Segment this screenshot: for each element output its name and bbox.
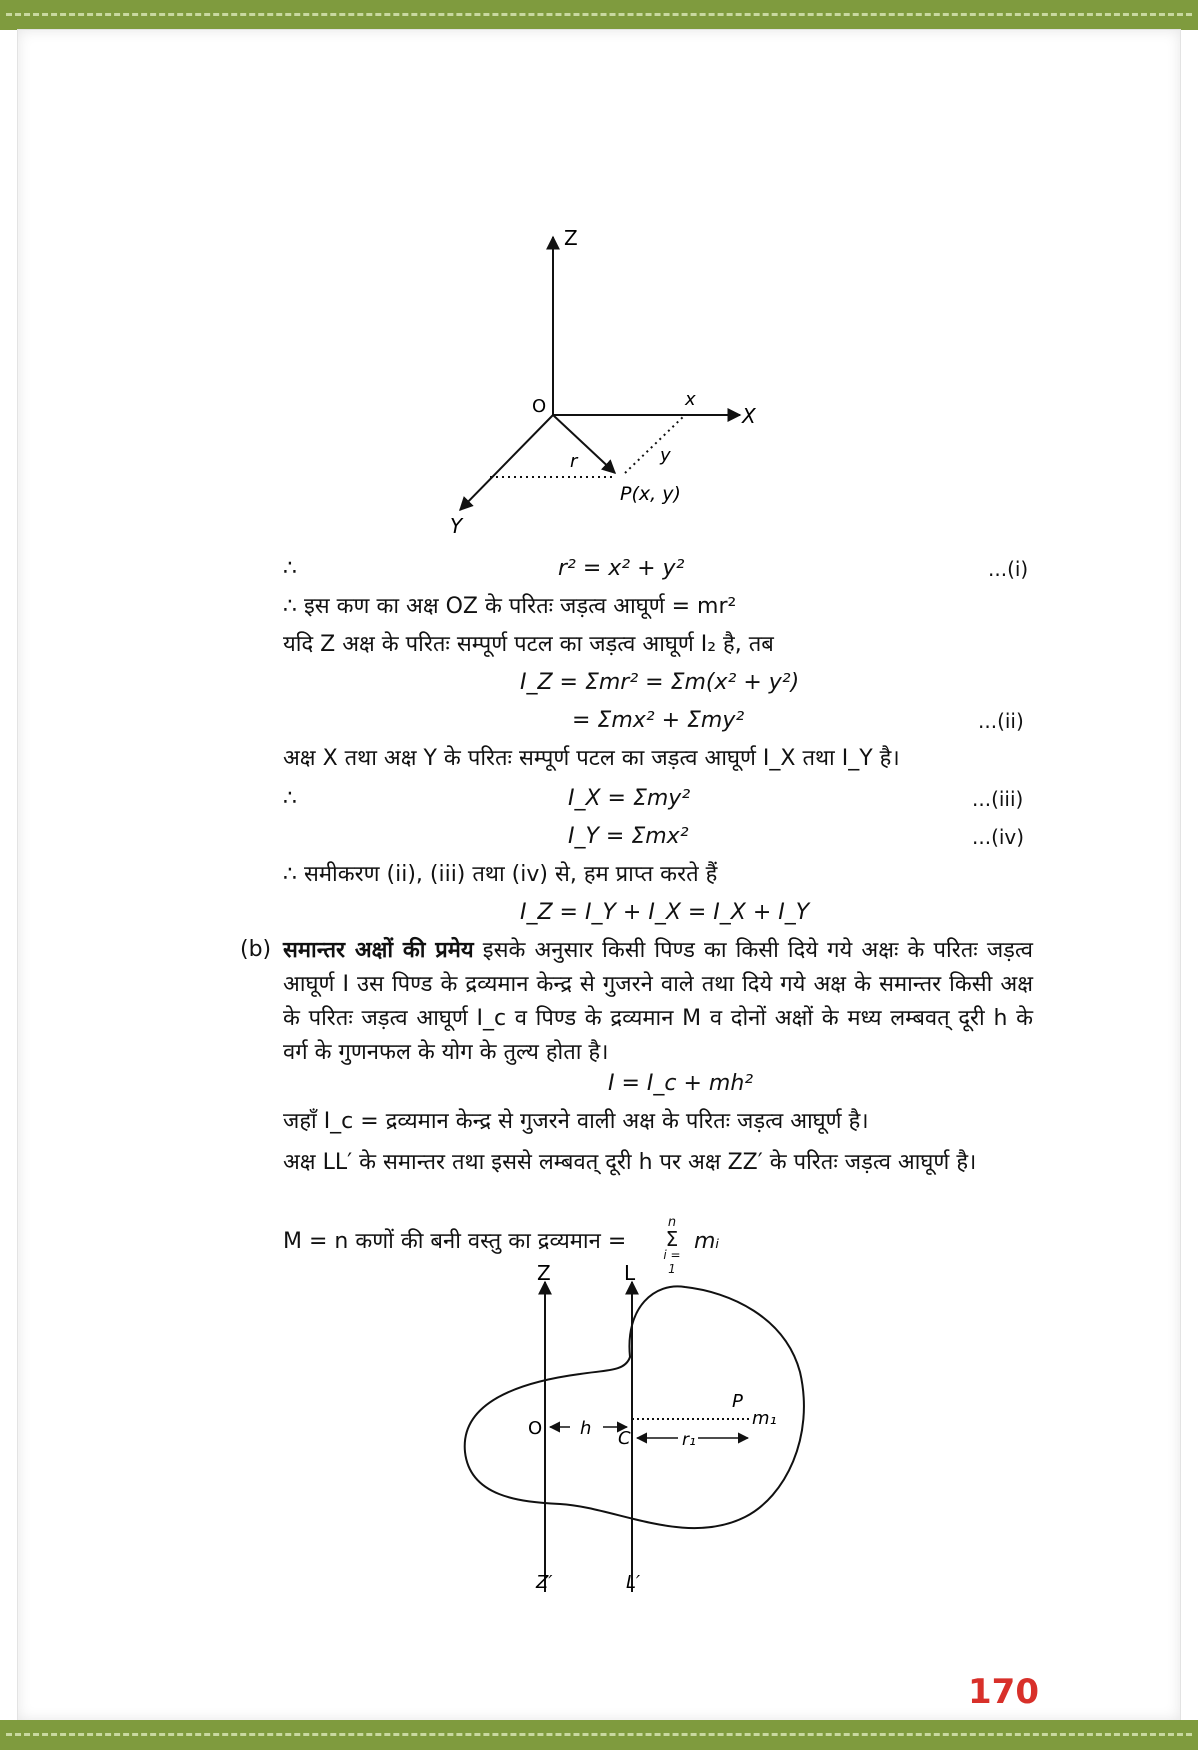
equation-iz-expanded: = Σmx² + Σmy² [572,708,745,733]
text-where: जहाँ I_c = द्रव्यमान केन्द्र से गुजरने वाली अक्ष के परितः जड़त्व आघूर्ण है। [283,1109,869,1134]
label-z-bottom: Z′ [536,1572,553,1593]
therefore-2: ∴ [283,786,297,811]
label-comp-x: x [685,389,696,410]
text-moment-particle: ∴ इस कण का अक्ष OZ के परितः जड़त्व आघूर्ण = mr² [283,594,737,619]
label-l-top: L [624,1262,636,1285]
label-p: P [732,1391,743,1412]
label-o: O [528,1418,543,1439]
text-xy-axis-moment: अक्ष X तथा अक्ष Y के परितः सम्पूर्ण पटल का जड़त्व आघूर्ण I_X तथा I_Y है। [283,746,900,771]
top-border [0,0,1198,30]
sum-symbol: Σ [665,1227,679,1251]
label-r1: r₁ [682,1430,696,1450]
text-from-equations: ∴ समीकरण (ii), (iii) तथा (iv) से, हम प्राप्त करते हैं [283,862,718,887]
equation-r-squared: r² = x² + y² [558,556,685,581]
equation-number-i: ...(i) [988,557,1029,581]
sum-upper-limit: n [667,1215,677,1230]
equation-number-iv: ...(iv) [972,825,1025,849]
label-o: O [532,396,547,417]
label-comp-y: y [660,445,671,466]
label-l-bottom: L′ [626,1572,641,1593]
dotted-x-component [625,415,685,473]
label-c: C [618,1428,631,1449]
label-point: P(x, y) [620,483,681,505]
bottom-border [0,1720,1198,1750]
label-x: X [742,404,756,428]
text-mass-definition: M = n कणों की बनी वस्तु का द्रव्यमान = [283,1229,627,1254]
text-z-axis-moment: यदि Z अक्ष के परितः सम्पूर्ण पटल का जड़त्व आघूर्ण I₂ है, तब [283,632,774,657]
equation-number-iii: ...(iii) [972,787,1024,811]
section-label: (b) [240,937,272,962]
label-y: Y [450,514,463,538]
label-r: r [570,451,578,472]
label-z-top: Z [537,1262,551,1285]
page-number: 170 [968,1672,1039,1712]
sum-term: mᵢ [694,1229,720,1254]
equation-iz: I_Z = Σmr² = Σm(x² + y²) [520,670,800,695]
equation-number-ii: ...(ii) [978,709,1024,733]
sum-lower-limit: i = 1 [663,1248,681,1276]
equation-iy: I_Y = Σmx² [568,824,689,849]
label-h: h [580,1418,592,1439]
y-axis [460,415,553,510]
figure-parallel-axis [440,1262,820,1602]
equation-ix: I_X = Σmy² [568,786,691,811]
theorem-paragraph [283,934,1033,1070]
theorem-title: समान्तर अक्षों की प्रमेय [283,938,474,963]
theorem-body: इसके अनुसार किसी पिण्ड का किसी दिये गये अक्षः के परितः जड़त्व आघूर्ण I उस पिण्ड के द्रव्यमान केन्द्र से गुजरने वाले तथा दिये गये अक्ष के समान्तर किसी अक्ष के परितः जड़त्व आघूर्ण I_c व पिण्ड के द्रव्यमान M व दोनों अक्षों के मध्य लम्बवत् दूरी h के वर्ग के गुणनफल के योग के तुल्य होता है। [283,938,1033,1065]
equation-parallel-axis: I = I_c + mh² [608,1071,754,1096]
text-axis-description: अक्ष LL′ के समान्तर तथा इससे लम्बवत् दूरी h पर अक्ष ZZ′ के परितः जड़त्व आघूर्ण है। [283,1150,977,1175]
equation-perpendicular-axes: I_Z = I_Y + I_X = I_X + I_Y [520,900,810,925]
label-m1: m₁ [752,1408,777,1429]
figure-axes [420,225,760,545]
therefore-1: ∴ [283,556,297,581]
r-vector [553,415,615,473]
label-z: Z [564,226,578,250]
